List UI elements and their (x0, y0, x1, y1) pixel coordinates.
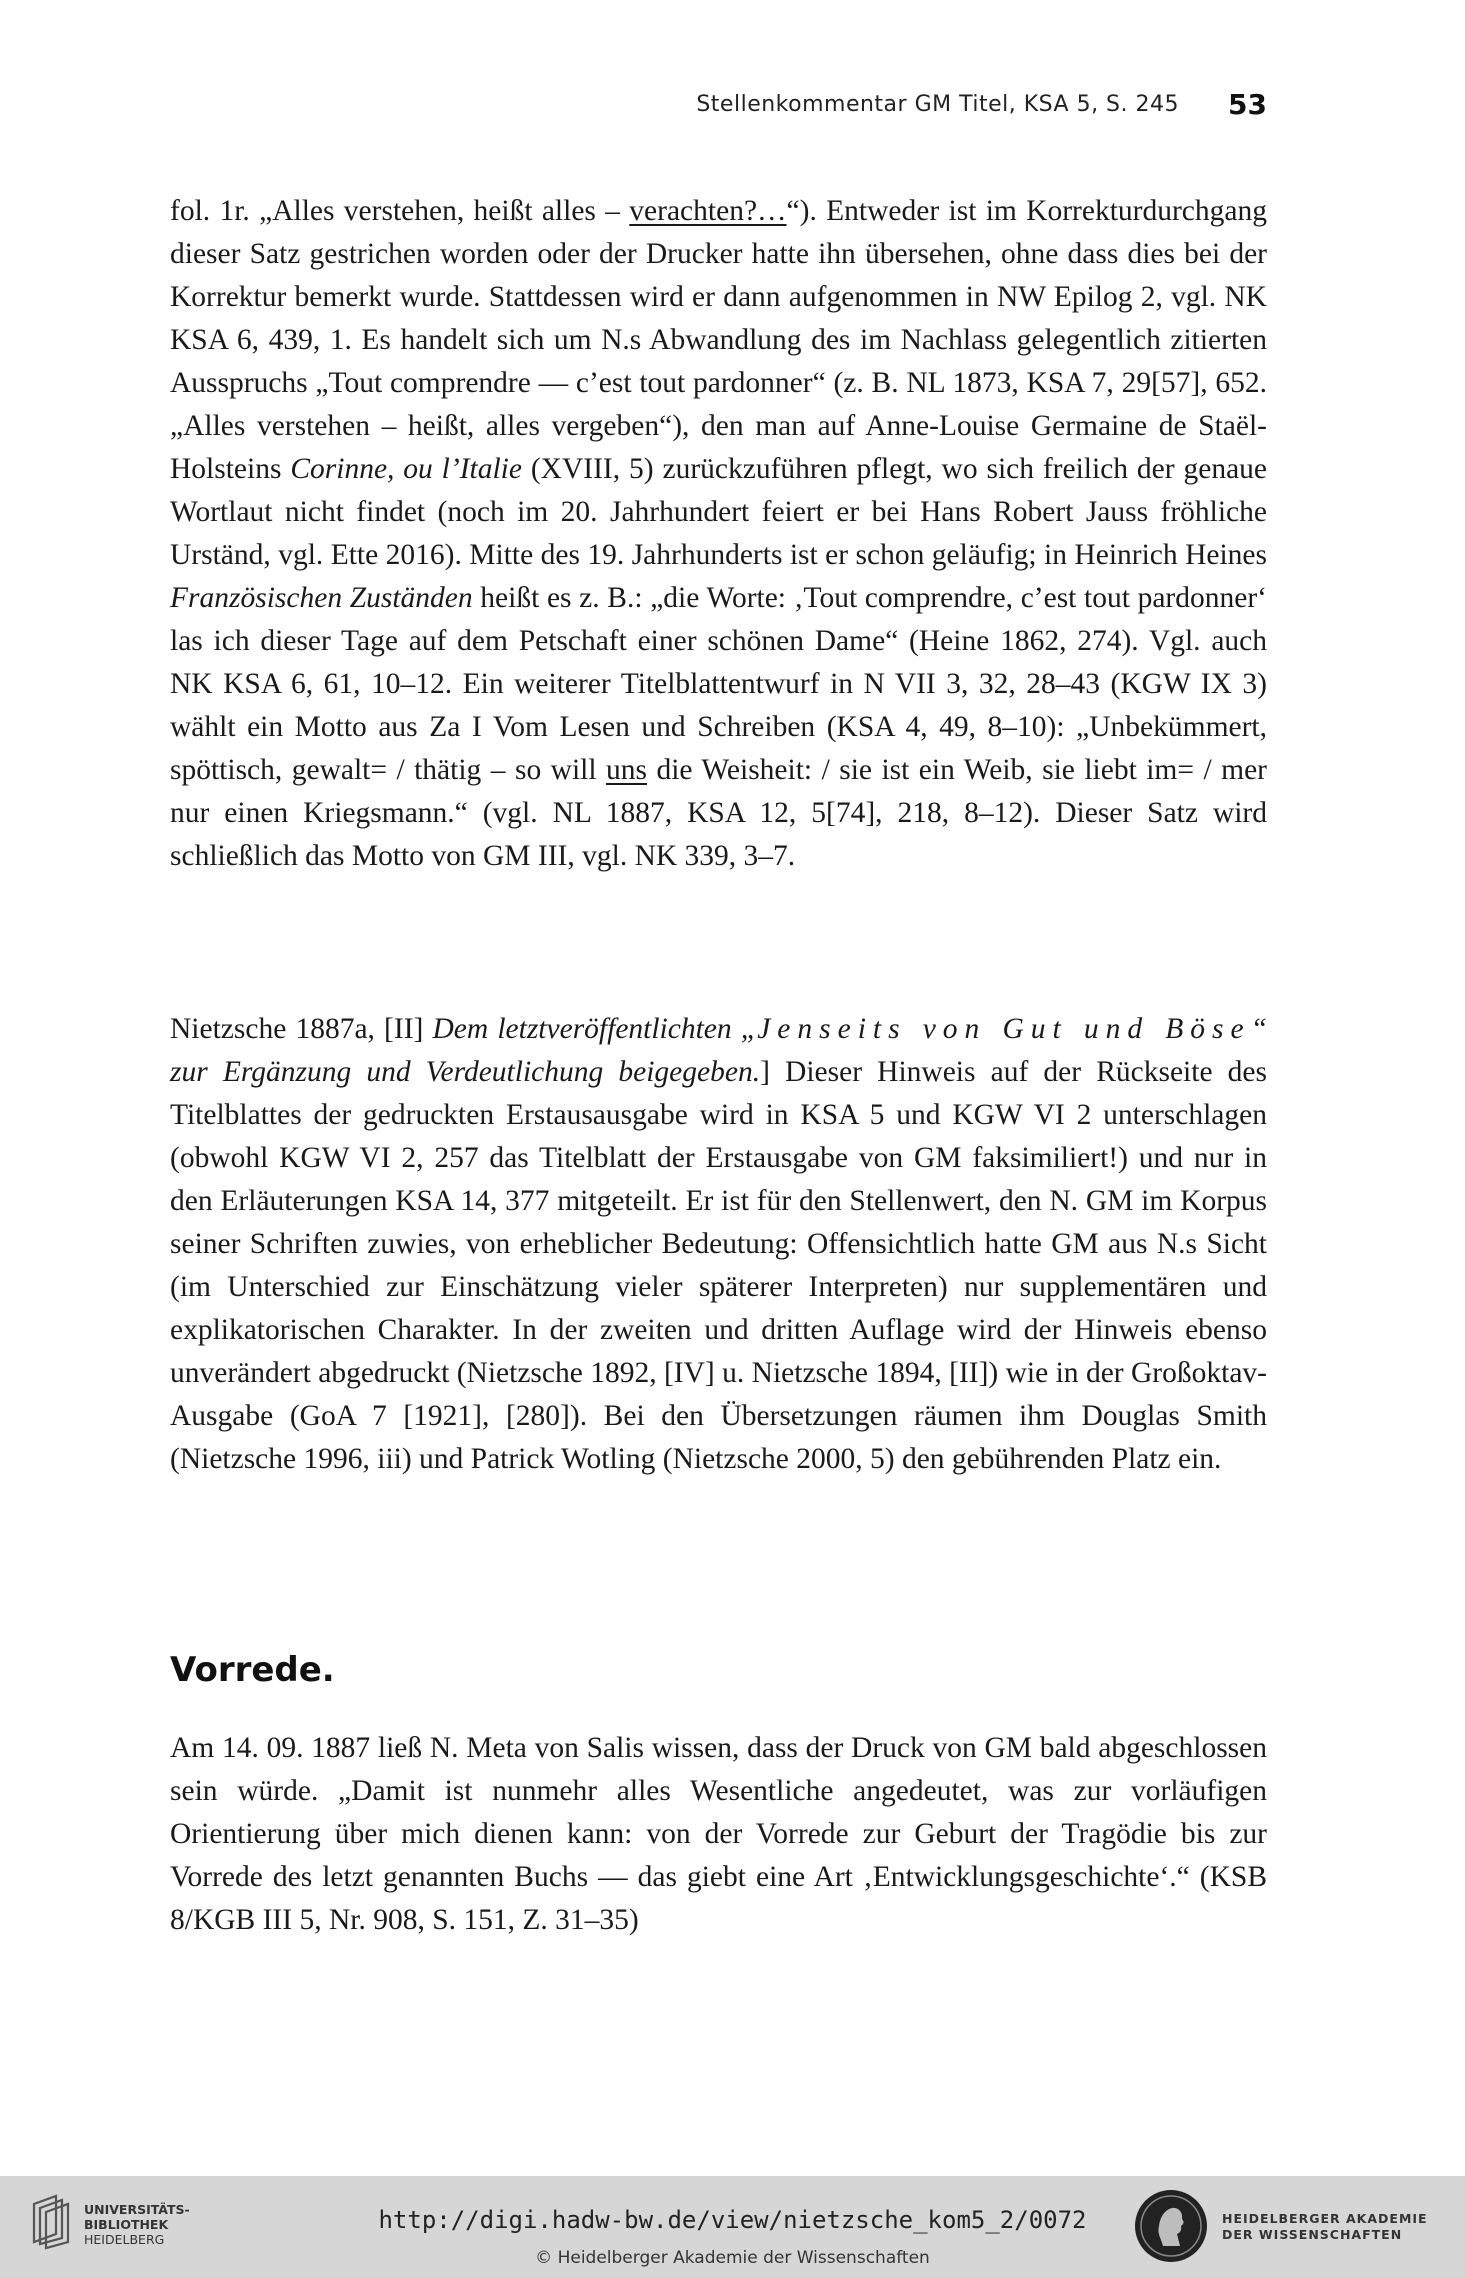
section-heading: Vorrede. (170, 1650, 335, 1690)
spaced-book-title: Jenseits von Gut und Böse (757, 1013, 1251, 1045)
paragraph-text: Am 14. 09. 1887 ließ N. Meta von Salis wissen, dass der Druck von GM bald abgeschlossen sein würde. „Damit ist nunmehr alles Wesentliche angedeutet, was zur vorläufigen Orientierung über mich dienen kann: von der Vorrede zur Geburt der Tragödie bis zur Vorrede des letzt genannten Buchs — das giebt eine Art ‚Entwicklungsgeschichte‘.“ (KSB 8/KGB III 5, Nr. 908, S. 151, Z. 31–35) (170, 1732, 1267, 1936)
page-number: 53 (1228, 88, 1267, 121)
paragraph-text: fol. 1r. „Alles verstehen, heißt alles – verachten?…“). Entweder ist im Korrekturdurchgang dieser Satz gestrichen worden oder der Drucker hatte ihn übersehen, ohne dass dies bei der Korrektur bemerkt wurde. Stattdessen wird er dann aufgenommen in NW Epilog 2, vgl. NK KSA 6, 439, 1. Es handelt sich um N.s Abwandlung des im Nachlass gelegentlich zitierten Ausspruchs „Tout comprendre — c’est tout pardonner“ (z. B. NL 1873, KSA 7, 29[57], 652. „Alles verstehen – heißt, alles vergeben“), den man auf Anne-Louise Germaine de Staël-Holsteins Corinne, ou l’Italie (XVIII, 5) zurückzuführen pflegt, wo sich freilich der genaue Wortlaut nicht findet (noch im 20. Jahrhundert feiert er bei Hans Robert Jauss fröhliche Urständ, vgl. Ette 2016). Mitte des 19. Jahrhunderts ist er schon geläufig; in Heinrich Heines Französischen Zuständen heißt es z. B.: „die Worte: ‚Tout comprendre, c’est tout pardonner‘ las ich dieser Tage auf dem Petschaft einer schönen Dame“ (Heine 1862, 274). Vgl. auch NK KSA 6, 61, 10–12. Ein weiterer Titelblattentwurf in N VII 3, 32, 28–43 (KGW IX 3) wählt ein Motto aus Za I Vom Lesen und Schreiben (KSA 4, 49, 8–10): „Unbekümmert, spöttisch, gewalt= / thätig – so will uns die Weisheit: / sie ist ein Weib, sie liebt im= / mer nur einen Kriegsmann.“ (vgl. NL 1887, KSA 12, 5[74], 218, 8–12). Dieser Satz wird schließlich das Motto von GM III, vgl. NK 339, 3–7. (170, 195, 1268, 872)
academy-seal-icon (1133, 2188, 1209, 2264)
italic-title-heine: Französischen Zuständen (170, 582, 473, 614)
italic-lemma-start: Dem letztveröffentlichten „ (432, 1013, 758, 1045)
italic-title-corinne: Corinne, ou l’Italie (290, 453, 522, 485)
source-url-link[interactable]: http://digi.hadw-bw.de/view/nietzsche_kom5_2/0072 (378, 2206, 1087, 2234)
italic-lemma-end: “ zur Ergänzung und Verdeutlichung beigegeben. (170, 1013, 1267, 1088)
page-header (170, 88, 1267, 132)
footer-bar (0, 2176, 1465, 2278)
commentary-paragraph-2 (170, 1008, 1267, 1481)
underlined-word: uns (606, 754, 647, 786)
underlined-quote: verachten?… (629, 195, 787, 227)
university-library-name: UNIVERSITÄTS- BIBLIOTHEK HEIDELBERG (84, 2202, 190, 2247)
paragraph-text: Nietzsche 1887a, [II] Dem letztveröffentlichten „Jenseits von Gut und Böse“ zur Ergänzung und Verdeutlichung beigegeben.] Dieser Hinweis auf der Rückseite des Titelblattes der gedruckten Erstausausgabe wird in KSA 5 und KGW VI 2 unterschlagen (obwohl KGW VI 2, 257 das Titelblatt der Erstausgabe von GM faksimiliert!) und nur in den Erläuterungen KSA 14, 377 mitgeteilt. Er ist für den Stellenwert, den N. GM im Korpus seiner Schriften zuwies, von erheblicher Bedeutung: Offensichtlich hatte GM aus N.s Sicht (im Unterschied zur Einschätzung vieler späterer Interpreten) nur supplementären und explikatorischen Charakter. In der zweiten und dritten Auflage wird der Hinweis ebenso unverändert abgedruckt (Nietzsche 1892, [IV] u. Nietzsche 1894, [II]) wie in der Großoktav-Ausgabe (GoA 7 [1921], [280]). Bei den Übersetzungen räumen ihm Douglas Smith (Nietzsche 1996, iii) und Patrick Wotling (Nietzsche 2000, 5) den gebührenden Platz ein. (170, 1013, 1267, 1475)
commentary-paragraph-1 (170, 190, 1267, 878)
commentary-paragraph-3 (170, 1727, 1267, 1942)
copyright-notice: © Heidelberger Akademie der Wissenschaften (535, 2248, 930, 2268)
running-head: Stellenkommentar GM Titel, KSA 5, S. 245 (696, 92, 1179, 117)
academy-name: HEIDELBERGER AKADEMIE DER WISSENSCHAFTEN (1222, 2211, 1428, 2242)
